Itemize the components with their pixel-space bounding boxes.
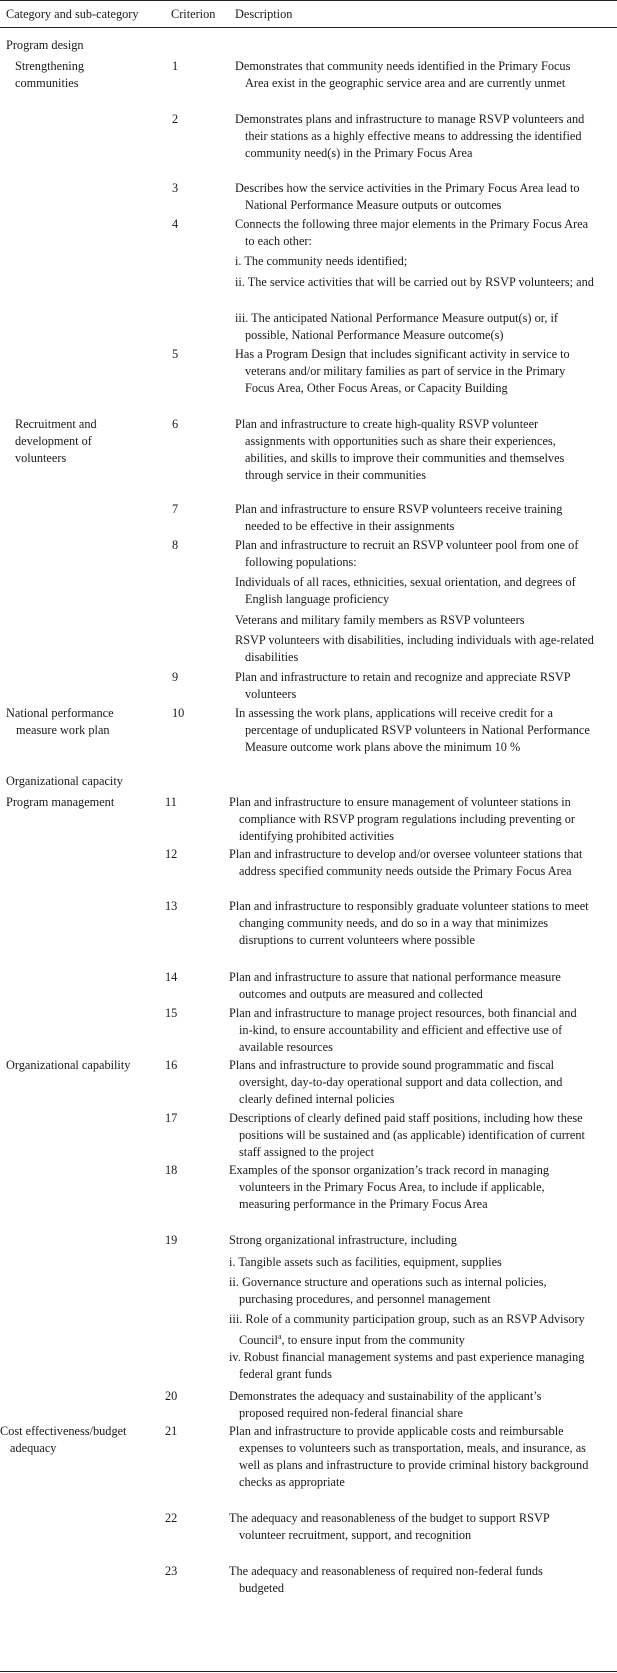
category-label: Program management: [6, 795, 115, 809]
criterion-description: Connects the following three major elements in the Primary Focus Area to each other:: [235, 217, 589, 248]
criterion-description: Demonstrates the adequacy and sustainability of the applicant’s proposed required non-federal financial share: [229, 1389, 542, 1420]
category-label: Recruitment and development of volunteers: [15, 417, 97, 465]
criterion-description: RSVP volunteers with disabilities, including individuals with age-related disabilities: [235, 633, 594, 664]
criterion-description: ii. The service activities that will be carried out by RSVP volunteers; and: [235, 275, 594, 289]
criterion-number: 10: [172, 706, 185, 720]
criterion-description: i. The community needs identified;: [235, 254, 408, 268]
criterion-description: Plan and infrastructure to provide applicable costs and reimbursable expenses to volunteers such as transportation, meals, and insurance, as well as plans and infrastructure to provide criminal history background checks as appropriate: [229, 1424, 589, 1489]
section-heading: Organizational capacity: [6, 774, 123, 788]
criterion-description: The adequacy and reasonableness of required non-federal funds budgeted: [229, 1564, 543, 1595]
criterion-number: 5: [172, 347, 179, 361]
criterion-number: 13: [165, 899, 178, 913]
criterion-description: iii. Role of a community participation group, such as an RSVP Advisory Council$^a$, to ensure input from the community: [229, 1312, 585, 1348]
column-header-category: Category and sub-category: [6, 7, 139, 21]
column-header-description: Description: [235, 7, 293, 21]
table-bottom-rule: [0, 1671, 617, 1672]
criterion-number: 23: [165, 1564, 178, 1578]
criterion-number: 8: [172, 538, 179, 552]
criterion-description: Plan and infrastructure to assure that national performance measure outcomes and outputs are measured and collected: [229, 970, 561, 1001]
criterion-number: 16: [165, 1058, 178, 1072]
header-rule: [0, 27, 617, 28]
criterion-description: iii. The anticipated National Performance Measure output(s) or, if possible, National Performance Measure outcome(s): [235, 311, 558, 342]
criterion-number: 11: [165, 795, 177, 809]
criterion-description: iv. Robust financial management systems and past experience managing federal grant funds: [229, 1350, 585, 1381]
criterion-description: Descriptions of clearly defined paid staff positions, including how these positions will be sustained and (as applicable) identification of current staff assigned to the project: [229, 1111, 585, 1159]
criterion-description: Plan and infrastructure to create high-quality RSVP volunteer assignments with opportunities such as share their experiences, abilities, and skills to improve their communities and themselves through service in their communities: [235, 417, 565, 482]
criterion-description: Demonstrates that community needs identified in the Primary Focus Area exist in the geographic service area and are currently unmet: [235, 59, 571, 90]
criterion-description: Plan and infrastructure to develop and/or oversee volunteer stations that address specified community needs outside the Primary Focus Area: [229, 847, 583, 878]
criterion-description: Plan and infrastructure to manage project resources, both financial and in-kind, to ensure accountability and efficient and effective use of available resources: [229, 1006, 577, 1054]
criterion-description: The adequacy and reasonableness of the budget to support RSVP volunteer recruitment, support, and recognition: [229, 1511, 550, 1542]
criterion-number: 18: [165, 1163, 178, 1177]
criterion-description: Plan and infrastructure to responsibly graduate volunteer stations to meet changing community needs, and do so in a way that minimizes disruptions to current volunteers where possible: [229, 899, 589, 947]
criterion-description: Demonstrates plans and infrastructure to manage RSVP volunteers and their stations as a highly effective means to addressing the identified community need(s) in the Primary Focus Area: [235, 112, 585, 160]
category-label: Organizational capability: [6, 1058, 131, 1072]
criterion-number: 20: [165, 1389, 178, 1403]
category-label: National performance measure work plan: [6, 706, 114, 737]
criterion-number: 15: [165, 1006, 178, 1020]
criterion-description: Veterans and military family members as RSVP volunteers: [235, 613, 525, 627]
criterion-number: 21: [165, 1424, 178, 1438]
criterion-description: ii. Governance structure and operations such as internal policies, purchasing procedures, and personnel management: [229, 1275, 547, 1306]
criterion-number: 14: [165, 970, 178, 984]
criterion-number: 6: [172, 417, 179, 431]
criterion-number: 17: [165, 1111, 178, 1125]
criterion-number: 9: [172, 670, 179, 684]
column-header-criterion: Criterion: [171, 7, 216, 21]
footnote-marker: a: [277, 1332, 282, 1341]
criterion-description: Plan and infrastructure to ensure management of volunteer stations in compliance with RSVP program regulations including preventing or identifying prohibited activities: [229, 795, 575, 843]
table-top-rule: [0, 0, 617, 1]
criterion-description: In assessing the work plans, applications will receive credit for a percentage of unduplicated RSVP volunteers in National Performance Measure outcome work plans above the minimum 10 %: [235, 706, 590, 754]
criterion-number: 22: [165, 1511, 178, 1525]
criterion-number: 3: [172, 181, 179, 195]
criterion-number: 19: [165, 1233, 178, 1247]
criterion-number: 7: [172, 502, 179, 516]
section-heading: Program design: [6, 38, 84, 52]
criterion-number: 1: [172, 59, 179, 73]
criterion-description: Plan and infrastructure to retain and recognize and appreciate RSVP volunteers: [235, 670, 571, 701]
criterion-description: Has a Program Design that includes significant activity in service to veterans and/or military families as part of service in the Primary Focus Area, Other Focus Areas, or Capacity Building: [235, 347, 570, 395]
criterion-description: i. Tangible assets such as facilities, equipment, supplies: [229, 1255, 502, 1269]
criterion-number: 2: [172, 112, 179, 126]
category-label: Strengthening communities: [15, 59, 84, 90]
criterion-description: Strong organizational infrastructure, including: [229, 1233, 457, 1247]
criterion-description: Plan and infrastructure to ensure RSVP volunteers receive training needed to be effective in their assignments: [235, 502, 563, 533]
criterion-description: Individuals of all races, ethnicities, sexual orientation, and degrees of English language proficiency: [235, 575, 576, 606]
criterion-description: Describes how the service activities in the Primary Focus Area lead to National Performance Measure outputs or outcomes: [235, 181, 580, 212]
category-label: Cost effectiveness/budget adequacy: [0, 1424, 127, 1455]
criterion-description: Examples of the sponsor organization’s track record in managing volunteers in the Primary Focus Area, to include if applicable, measuring performance in the Primary Focus Area: [229, 1163, 550, 1211]
criterion-description: Plan and infrastructure to recruit an RSVP volunteer pool from one of following populations:: [235, 538, 579, 569]
criterion-description: Plans and infrastructure to provide sound programmatic and fiscal oversight, day-to-day operational support and data collection, and clearly defined internal policies: [229, 1058, 563, 1106]
criterion-number: 4: [172, 217, 179, 231]
criterion-number: 12: [165, 847, 178, 861]
